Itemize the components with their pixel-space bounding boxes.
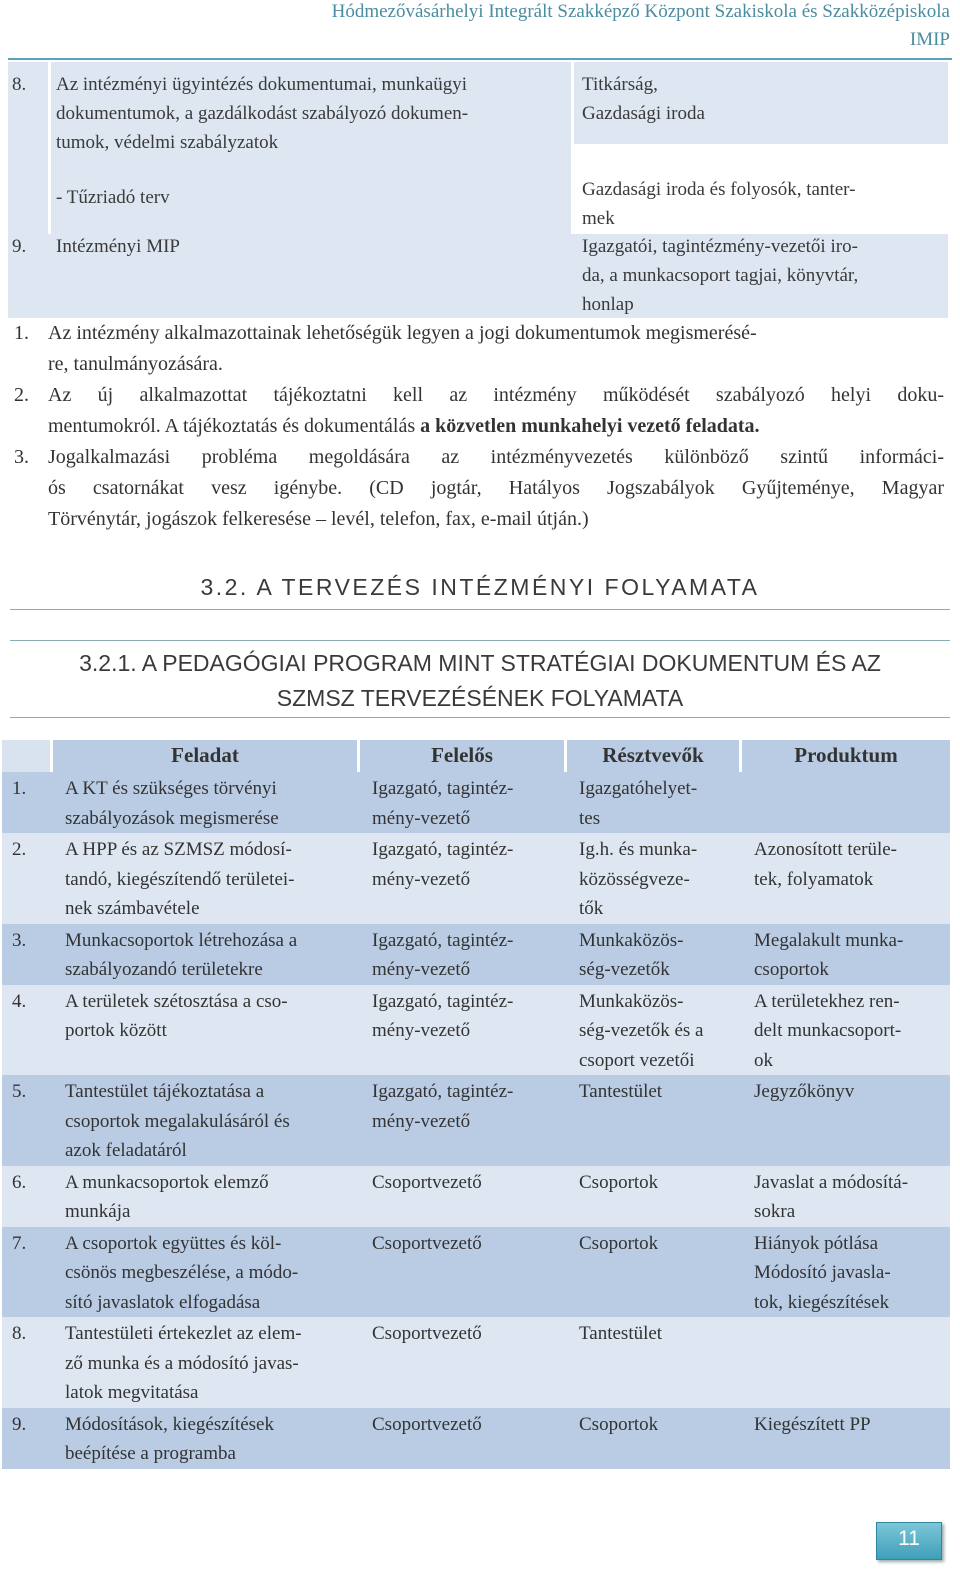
row-location-line: Titkárság, <box>582 74 658 95</box>
cell-produktum-line: Jegyzőkönyv <box>754 1081 855 1102</box>
cell-feladat-line: azok feladatáról <box>65 1140 187 1161</box>
header-doc-code: IMIP <box>909 29 950 50</box>
row-number-text: 9. <box>12 1413 27 1435</box>
cell-feladat-line: szabályozások megismerése <box>65 807 279 829</box>
cell-feladat-line: beépítése a programba <box>65 1443 236 1464</box>
cell-resztvevok <box>567 1227 742 1318</box>
cell-produktum-line: ok <box>754 1049 773 1071</box>
cell-produktum-line: tok, kiegészítések <box>754 1291 890 1313</box>
table-row <box>2 1075 950 1166</box>
cell-produktum-line: Javaslat a módosítá- <box>754 1171 909 1193</box>
cell-feladat-line: A HPP és az SZMSZ módosí- <box>65 839 292 860</box>
cell-resztvevok <box>567 1408 742 1469</box>
list-item-line: Az új alkalmazottat tájékoztatni kell az intézmény működését szabályozó helyi doku- <box>48 384 944 406</box>
row-number <box>2 1317 53 1408</box>
cell-produktum-line: Módosító javasla- <box>754 1262 891 1283</box>
cell-felelos <box>360 1166 567 1227</box>
cell-felelos-line: Igazgató, tagintéz- <box>372 1081 514 1102</box>
list-item-line: ós csatornákat vesz igénybe. (CD jogtár, Hatályos Jogszabályok Gyűjteménye, Magyar <box>48 477 944 499</box>
row-number <box>2 1075 53 1166</box>
cell-produktum <box>742 1075 950 1166</box>
row-number-text: 3. <box>12 929 27 951</box>
cell-resztvevok-line: Tantestület <box>579 1323 663 1344</box>
cell-feladat-line: A KT és szükséges törvényi <box>65 778 277 799</box>
cell-feladat-line: Tantestületi értekezlet az elem- <box>65 1323 302 1344</box>
row-number <box>2 924 53 985</box>
header-cell-resztvevok: Résztvevők <box>567 740 742 772</box>
row-text-line: - Tűzriadó terv <box>56 187 170 208</box>
cell-produktum <box>742 1166 950 1227</box>
row-number <box>2 772 53 833</box>
cell-felelos <box>360 1317 567 1408</box>
cell-produktum-line: Megalakult munka- <box>754 929 904 951</box>
row-number-text: 5. <box>12 1081 27 1102</box>
row-text-line: Intézményi MIP <box>56 236 181 257</box>
cell-resztvevok <box>567 772 742 833</box>
cell-feladat-line: ző munka és a módosító javas- <box>65 1352 299 1374</box>
process-table <box>2 740 950 1469</box>
cell-feladat-line: munkája <box>65 1201 131 1222</box>
cell-felelos-line: mény-vezető <box>372 868 471 890</box>
cell-resztvevok <box>567 833 742 924</box>
cell-felelos-line: mény-vezető <box>372 1110 471 1132</box>
cell-felelos-line: Csoportvezető <box>372 1232 482 1254</box>
cell-feladat-line: latok megvitatása <box>65 1382 199 1403</box>
cell-feladat <box>53 985 360 1076</box>
table-row <box>2 772 950 833</box>
row-number <box>2 1166 53 1227</box>
section-rule <box>10 640 950 641</box>
cell-produktum <box>742 772 950 833</box>
row-number-text: 6. <box>12 1171 27 1193</box>
header-cell-felelos: Felelős <box>360 740 567 772</box>
table-row <box>2 924 950 985</box>
cell-produktum-line: csoportok <box>754 959 829 980</box>
cell-resztvevok-line: tes <box>579 807 601 829</box>
cell-feladat <box>53 924 360 985</box>
cell-produktum <box>742 1317 950 1408</box>
list-item-number: 1. <box>14 322 29 344</box>
row-location-line: honlap <box>582 294 634 315</box>
cell-feladat-line: A területek szétosztása a cso- <box>65 990 288 1012</box>
cell-feladat-line: portok között <box>65 1020 167 1041</box>
cell-produktum-line: sokra <box>754 1201 796 1222</box>
cell-feladat <box>53 1408 360 1469</box>
cell-resztvevok-line: Csoportok <box>579 1413 659 1435</box>
table-row <box>2 985 950 1076</box>
row-number <box>2 1408 53 1469</box>
cell-felelos <box>360 1227 567 1318</box>
cell-felelos-line: Csoportvezető <box>372 1413 482 1435</box>
header-cell-feladat: Feladat <box>53 740 360 772</box>
row-number-text: 1. <box>12 778 27 799</box>
table-row <box>2 1166 950 1227</box>
document-register-table <box>8 62 950 318</box>
cell-felelos <box>360 1408 567 1469</box>
cell-feladat-line: A munkacsoportok elemző <box>65 1171 269 1193</box>
cell-resztvevok-line: tők <box>579 898 604 919</box>
cell-resztvevok-line: közösségveze- <box>579 868 690 890</box>
cell-felelos <box>360 924 567 985</box>
cell-resztvevok-line: ség-vezetők <box>579 959 670 980</box>
cell-felelos-line: Igazgató, tagintéz- <box>372 929 514 951</box>
row-number-text: 2. <box>12 839 27 860</box>
subsection-rule <box>10 717 950 718</box>
cell-resztvevok <box>567 1075 742 1166</box>
subsection-heading-line: SZMSZ TERVEZÉSÉNEK FOLYAMATA <box>276 685 684 711</box>
cell-produktum <box>742 1408 950 1469</box>
row-location-line: mek <box>582 208 615 229</box>
cell-feladat-line: szabályozandó területekre <box>65 959 263 980</box>
row-text-line: dokumentumok, a gazdálkodást szabályozó dokumen- <box>56 103 469 124</box>
section-heading: 3.2. A TERVEZÉS INTÉZMÉNYI FOLYAMATA <box>200 574 760 600</box>
cell-felelos <box>360 1075 567 1166</box>
cell-resztvevok <box>567 1317 742 1408</box>
cell-produktum <box>742 985 950 1076</box>
cell-felelos-line: Csoportvezető <box>372 1171 482 1193</box>
cell-feladat <box>53 1166 360 1227</box>
list-item-line: re, tanulmányozására. <box>48 353 223 375</box>
row-location-line: Gazdasági iroda <box>582 103 705 124</box>
row-number <box>2 833 53 924</box>
list-item-line: Törvénytár, jogászok felkeresése – levél, telefon, fax, e-mail útján.) <box>48 508 589 530</box>
table-row <box>2 833 950 924</box>
row-location-line: Gazdasági iroda és folyosók, tanter- <box>582 179 856 200</box>
subsection-heading-line: 3.2.1. A PEDAGÓGIAI PROGRAM MINT STRATÉGIAI DOKUMENTUM ÉS AZ <box>79 650 881 676</box>
cell-feladat <box>53 772 360 833</box>
cell-feladat <box>53 833 360 924</box>
list-item-emphasis: a közvetlen munkahelyi vezető feladata. <box>420 415 760 437</box>
cell-produktum-line: tek, folyamatok <box>754 868 874 890</box>
cell-feladat-line: nek számbavétele <box>65 898 200 919</box>
cell-felelos <box>360 985 567 1076</box>
cell-produktum-line: A területekhez ren- <box>754 990 900 1012</box>
cell-felelos-line: Igazgató, tagintéz- <box>372 990 514 1012</box>
row-text-line: Az intézményi ügyintézés dokumentumai, munkaügyi <box>56 74 468 95</box>
row-number: 8. <box>12 74 27 95</box>
cell-produktum <box>742 1227 950 1318</box>
cell-feladat-line: sító javaslatok elfogadása <box>65 1291 261 1313</box>
row-number <box>2 985 53 1076</box>
header-school-name: Hódmezővásárhelyi Integrált Szakképző Központ Szakiskola és Szakközépiskola <box>331 1 950 22</box>
cell-feladat-line: A csoportok együttes és köl- <box>65 1232 282 1254</box>
cell-feladat <box>53 1075 360 1166</box>
header-cell-produktum: Produktum <box>742 740 950 772</box>
cell-produktum-line: Kiegészített PP <box>754 1413 871 1435</box>
cell-feladat-line: csoportok megalakulásáról és <box>65 1110 290 1132</box>
cell-feladat-line: Tantestület tájékoztatása a <box>65 1081 265 1102</box>
page-header <box>8 0 952 60</box>
cell-resztvevok <box>567 1166 742 1227</box>
cell-resztvevok-line: csoport vezetői <box>579 1049 695 1071</box>
cell-resztvevok-line: Ig.h. és munka- <box>579 839 698 860</box>
page-number: 11 <box>898 1527 920 1550</box>
row-number-text: 7. <box>12 1232 27 1254</box>
cell-produktum <box>742 924 950 985</box>
row-number <box>2 1227 53 1318</box>
cell-resztvevok-line: Tantestület <box>579 1081 663 1102</box>
cell-feladat-line: Módosítások, kiegészítések <box>65 1413 274 1435</box>
cell-resztvevok-line: Csoportok <box>579 1171 659 1193</box>
page-number-badge <box>876 1522 942 1560</box>
table-row <box>2 1317 950 1408</box>
row-location-line: Igazgatói, tagintézmény-vezetői iro- <box>582 236 858 257</box>
list-item-line <box>48 411 760 442</box>
cell-felelos-line: Igazgató, tagintéz- <box>372 778 514 799</box>
list-item-number: 3. <box>14 446 29 468</box>
cell-resztvevok-line: Munkaközös- <box>579 990 684 1012</box>
list-item-line: Jogalkalmazási probléma megoldására az intézményvezetés különböző szintű informáci- <box>48 446 944 468</box>
cell-produktum <box>742 833 950 924</box>
header-cell-blank <box>2 740 53 772</box>
cell-feladat-line: csönös megbeszélése, a módo- <box>65 1262 299 1283</box>
cell-felelos-line: Igazgató, tagintéz- <box>372 839 514 860</box>
cell-produktum-line: Hiányok pótlása <box>754 1232 879 1254</box>
row-number-text: 8. <box>12 1323 27 1344</box>
cell-resztvevok-line: ség-vezetők és a <box>579 1020 704 1041</box>
cell-resztvevok <box>567 985 742 1076</box>
list-item-line: Az intézmény alkalmazottainak lehetőségük legyen a jogi dokumentumok megismerésé- <box>48 322 757 344</box>
cell-resztvevok <box>567 924 742 985</box>
cell-resztvevok-line: Csoportok <box>579 1232 659 1254</box>
cell-felelos <box>360 833 567 924</box>
cell-produktum-line: delt munkacsoport- <box>754 1020 902 1041</box>
cell-felelos-line: Csoportvezető <box>372 1323 482 1344</box>
section-rule <box>10 609 950 610</box>
row-number: 9. <box>12 236 27 257</box>
table-row <box>2 1408 950 1469</box>
cell-felelos-line: mény-vezető <box>372 1020 471 1041</box>
cell-feladat <box>53 1227 360 1318</box>
row-location-line: da, a munkacsoport tagjai, könyvtár, <box>582 265 859 286</box>
list-item-number: 2. <box>14 384 29 406</box>
cell-produktum-line: Azonosított terüle- <box>754 839 897 860</box>
row-text-line: tumok, védelmi szabályzatok <box>56 132 279 153</box>
cell-felelos-line: mény-vezető <box>372 807 471 829</box>
cell-felelos-line: mény-vezető <box>372 959 471 980</box>
cell-feladat-line: Munkacsoportok létrehozása a <box>65 929 298 951</box>
cell-feladat-line: tandó, kiegészítendő területei- <box>65 868 295 890</box>
table-row <box>2 1227 950 1318</box>
table-header-row <box>2 740 950 772</box>
row-number-text: 4. <box>12 990 27 1012</box>
list-item-text: mentumokról. A tájékoztatás és dokumentálás <box>48 415 421 437</box>
cell-feladat <box>53 1317 360 1408</box>
cell-felelos <box>360 772 567 833</box>
cell-resztvevok-line: Munkaközös- <box>579 929 684 951</box>
cell-resztvevok-line: Igazgatóhelyet- <box>579 778 698 799</box>
